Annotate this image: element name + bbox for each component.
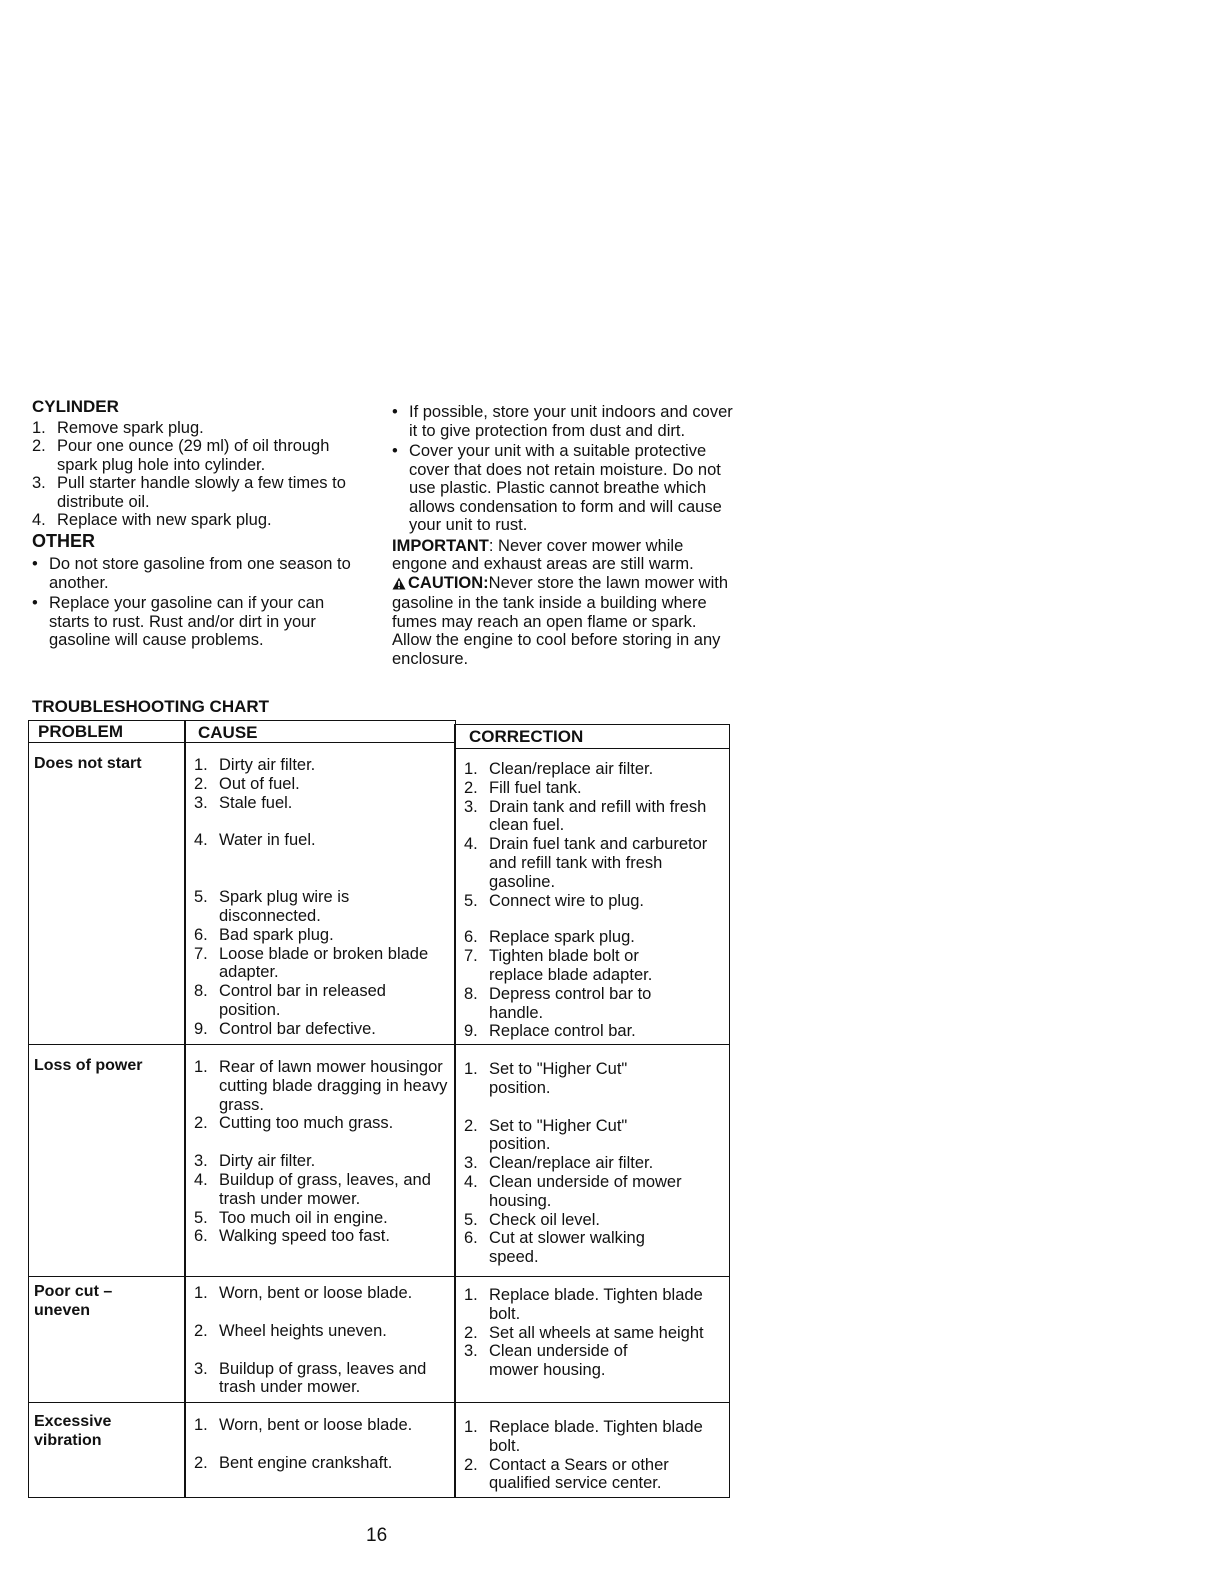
header-correction: CORRECTION <box>469 727 584 746</box>
cause-item: 3. Buildup of grass, leaves and trash under mower. <box>194 1359 427 1397</box>
important-text: : Never cover mower while engone and exhaust areas are still warm. <box>392 536 694 573</box>
correction-item: 8. Depress control bar to handle. <box>464 984 652 1022</box>
problem-cell: Does not start <box>34 755 142 772</box>
cause-item: 2. Out of fuel. <box>194 774 300 793</box>
cause-list <box>194 756 444 1039</box>
cause-list <box>194 1416 449 1473</box>
problem-cell: Excessive vibration <box>34 1413 112 1449</box>
cause-item: 5. Spark plug wire is disconnected. <box>194 888 350 925</box>
cause-list <box>194 1284 449 1397</box>
correction-item: 1. Replace blade. Tighten blade bolt. <box>464 1286 703 1323</box>
correction-item: 6. Cut at slower walking speed. <box>464 1229 645 1267</box>
other-bullets <box>32 555 372 650</box>
correction-item: 1. Set to "Higher Cut" position. <box>464 1060 628 1097</box>
other-heading: OTHER <box>32 530 95 551</box>
cause-item: 1. Rear of lawn mower housingor cutting blade dragging in heavy grass. <box>194 1058 448 1114</box>
row-divider <box>28 1402 730 1403</box>
correction-item: 3. Drain tank and refill with fresh clean fuel. <box>464 797 707 835</box>
cause-item: 6. Bad spark plug. <box>194 925 334 944</box>
problem-cell: Poor cut – uneven <box>34 1283 113 1319</box>
important-note <box>392 537 732 574</box>
correction-list <box>464 1060 714 1267</box>
cylinder-steps <box>32 419 372 530</box>
cause-item: 3. Dirty air filter. <box>194 1152 316 1171</box>
cause-item: 5. Too much oil in engine. <box>194 1208 388 1227</box>
problem-column-frame <box>28 720 186 1498</box>
correction-item: 1. Clean/replace air filter. <box>464 760 654 778</box>
correction-item: 2. Fill fuel tank. <box>464 778 582 797</box>
correction-list <box>464 1286 714 1380</box>
cause-item: 3. Stale fuel. <box>194 793 293 812</box>
right-column <box>392 403 737 668</box>
cause-item: 7. Loose blade or broken blade adapter. <box>194 944 429 982</box>
correction-item: 4. Drain fuel tank and carburetor and refill tank with fresh gasoline. <box>464 835 708 891</box>
cause-item: 9. Control bar defective. <box>194 1019 376 1038</box>
cause-list <box>194 1058 448 1246</box>
header-divider <box>454 748 730 749</box>
correction-list <box>464 760 714 1041</box>
cylinder-step: 4. Replace with new spark plug. <box>32 511 272 529</box>
cylinder-step: 3. Pull starter handle slowly a few times to distribute oil. <box>32 474 346 511</box>
correction-list <box>464 1418 714 1493</box>
cause-item: 8. Control bar in released position. <box>194 982 386 1019</box>
troubleshooting-chart-title: TROUBLESHOOTING CHART <box>32 697 270 716</box>
correction-item: 3. Clean/replace air filter. <box>464 1154 654 1173</box>
cause-item: 1. Worn, bent or loose blade. <box>194 1284 413 1302</box>
other-bullet: • Cover your unit with a suitable protective cover that does not retain moisture. Do not use plastic. Plastic cannot breathe which allows condensation to form and will cause your unit to rust. <box>392 442 722 534</box>
cause-item: 1. Dirty air filter. <box>194 756 316 774</box>
correction-item: 5. Check oil level. <box>464 1210 600 1229</box>
cause-item: 2. Bent engine crankshaft. <box>194 1453 393 1472</box>
correction-item: 2. Contact a Sears or other qualified service center. <box>464 1455 669 1493</box>
other-bullet: • Replace your gasoline can if your can starts to rust. Rust and/or dirt in your gasoline will cause problems. <box>32 594 325 649</box>
other-bullet: • If possible, store your unit indoors and cover it to give protection from dust and dirt. <box>392 403 733 440</box>
left-column <box>32 398 372 652</box>
cylinder-step: 1. Remove spark plug. <box>32 418 204 437</box>
cylinder-step: 2. Pour one ounce (29 ml) of oil through spark plug hole into cylinder. <box>32 437 330 474</box>
correction-item: 3. Clean underside of mower housing. <box>464 1342 628 1380</box>
cause-item: 2. Wheel heights uneven. <box>194 1321 387 1340</box>
header-cause: CAUSE <box>198 723 258 742</box>
correction-item: 2. Set all wheels at same height <box>464 1323 704 1342</box>
page-number: 16 <box>366 1525 388 1546</box>
correction-item: 6. Replace spark plug. <box>464 928 635 947</box>
correction-item: 4. Clean underside of mower housing. <box>464 1172 682 1210</box>
problem-cell: Loss of power <box>34 1057 143 1074</box>
row-divider <box>28 1044 730 1045</box>
caution-note <box>392 574 734 669</box>
storage-bullets <box>392 403 737 535</box>
caution-label: CAUTION: <box>408 573 489 592</box>
cause-item: 1. Worn, bent or loose blade. <box>194 1416 413 1434</box>
troubleshooting-chart <box>28 720 730 1498</box>
correction-item: 5. Connect wire to plug. <box>464 891 645 910</box>
other-bullet: • Do not store gasoline from one season to another. <box>32 555 351 592</box>
header-problem: PROBLEM <box>38 722 123 741</box>
correction-item: 7. Tighten blade bolt or replace blade adapter. <box>464 947 653 984</box>
correction-item: 2. Set to "Higher Cut" position. <box>464 1116 628 1154</box>
cause-item: 4. Buildup of grass, leaves, and trash under mower. <box>194 1170 431 1208</box>
cause-item: 6. Walking speed too fast. <box>194 1227 390 1246</box>
row-divider <box>28 1276 730 1277</box>
warning-triangle-icon <box>392 576 406 595</box>
cause-item: 2. Cutting too much grass. <box>194 1114 394 1133</box>
cause-item: 4. Water in fuel. <box>194 831 316 850</box>
correction-item: 1. Replace blade. Tighten blade bolt. <box>464 1418 703 1455</box>
correction-item: 9. Replace control bar. <box>464 1022 636 1041</box>
important-label: IMPORTANT <box>392 536 489 555</box>
caution-text: Never store the lawn mower with gasoline in the tank inside a building where fumes may reach an open flame or spark. Allow the engine to cool before storing in any enclosure. <box>392 573 728 668</box>
cylinder-heading: CYLINDER <box>32 397 119 416</box>
